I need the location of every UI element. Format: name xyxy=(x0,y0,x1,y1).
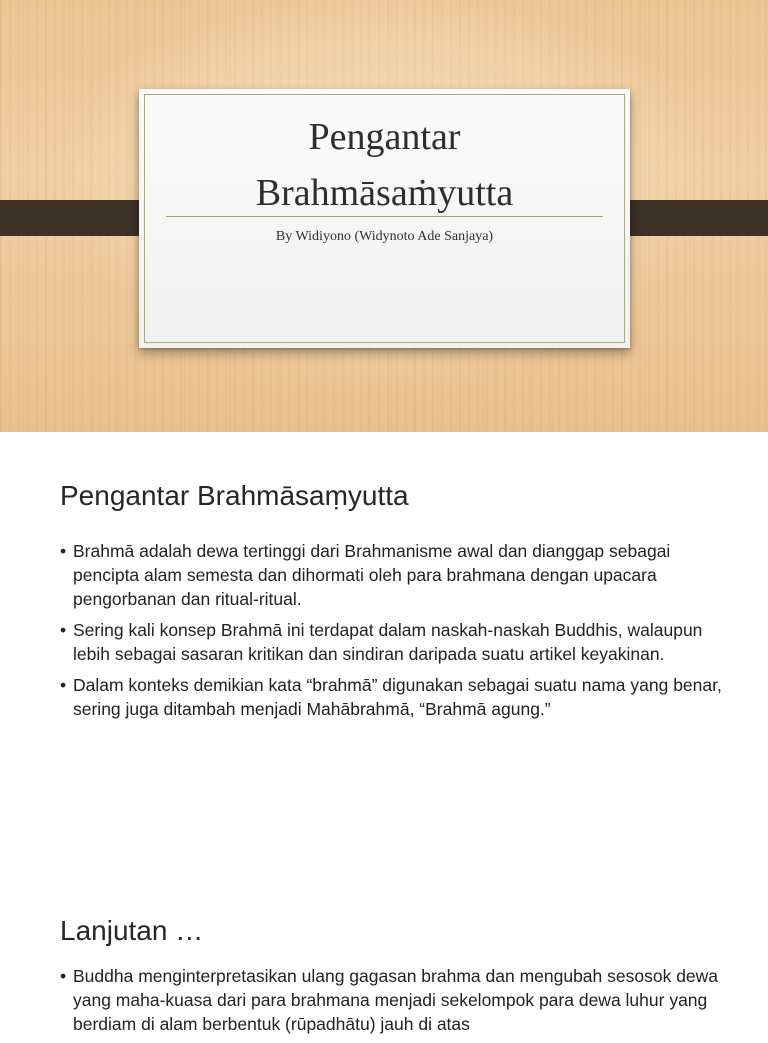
bullet-item xyxy=(60,618,740,666)
slide-introduction xyxy=(60,479,740,728)
section-heading: Pengantar Brahmāsaṃyutta xyxy=(60,480,409,511)
bullet-item xyxy=(60,964,740,1036)
slide-title: Pengantar Brahmāsaṁyutta xyxy=(255,116,514,214)
bullet-item xyxy=(60,539,740,611)
bullet-item xyxy=(60,673,740,721)
bullet-marker: • xyxy=(60,541,67,561)
title-card xyxy=(139,89,630,348)
bullet-text: Buddha menginterpretasikan ulang gagasan brahma dan mengubah sesosok dewa yang maha-kuasa dari para brahmana menjadi sekelompok para dewa luhur yang berdiam di alam berbentuk (rūpadhātu) jauh di atas xyxy=(73,966,719,1034)
bullet-marker: • xyxy=(60,675,67,695)
bullet-text: Brahmā adalah dewa tertinggi dari Brahmanisme awal dan dianggap sebagai pencipta alam semesta dan dihormati oleh para brahmana dengan upacara pengorbanan dan ritual-ritual. xyxy=(73,541,671,609)
bullet-list xyxy=(60,964,740,1036)
slide-subtitle: By Widiyono (Widynoto Ade Sanjaya) xyxy=(275,229,494,244)
right-dark-band xyxy=(612,200,768,236)
bullet-text: Sering kali konsep Brahmā ini terdapat dalam naskah-naskah Buddhis, walaupun lebih sebagai sasaran kritikan dan sindiran daripada suatu artikel keyakinan. xyxy=(73,620,703,664)
title-divider xyxy=(166,216,603,217)
bullet-list xyxy=(60,539,740,721)
left-dark-band xyxy=(0,200,156,236)
bullet-text: Dalam konteks demikian kata “brahmā” digunakan sebagai suatu nama yang benar, sering juga ditambah menjadi Mahābrahmā, “Brahmā agung.” xyxy=(73,675,722,719)
bullet-marker: • xyxy=(60,966,67,986)
bullet-marker: • xyxy=(60,620,67,640)
section-heading: Lanjutan … xyxy=(60,915,204,946)
title-slide xyxy=(0,0,768,432)
